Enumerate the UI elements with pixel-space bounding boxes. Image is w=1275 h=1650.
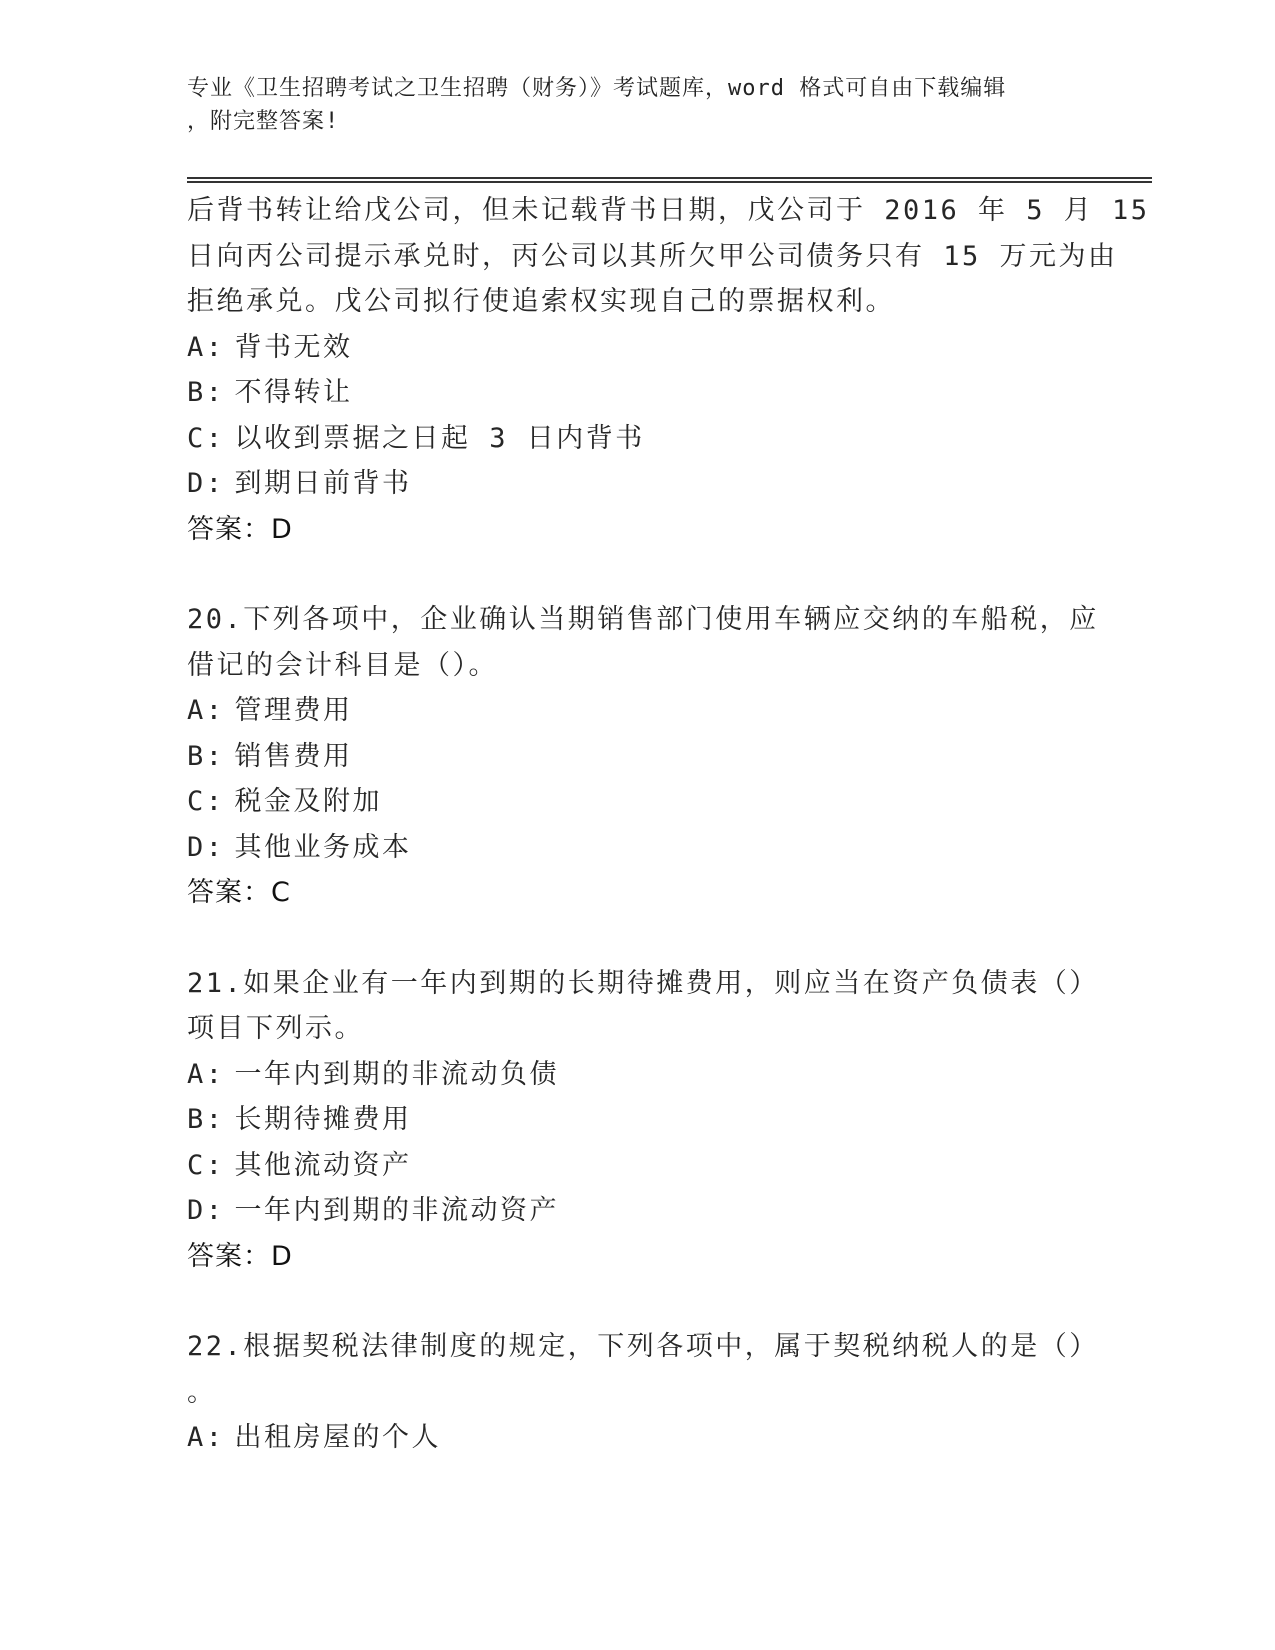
option-letter: B: — [187, 740, 225, 772]
option-text: 一年内到期的非流动资产 — [234, 1195, 560, 1226]
spacer — [187, 552, 1092, 597]
question-stem-line: 项目下列示。 — [187, 1013, 364, 1044]
option-text: 出租房屋的个人 — [234, 1422, 442, 1453]
option-letter: A: — [187, 331, 225, 363]
question-stem-line: 日向丙公司提示承兑时，丙公司以其所欠甲公司债务只有 15 万元为由 — [187, 240, 1118, 272]
option-letter: C: — [187, 422, 225, 454]
answer-line: 答案：C — [187, 877, 291, 908]
option-text: 管理费用 — [234, 695, 353, 726]
option-letter: B: — [187, 1104, 225, 1135]
option-b — [187, 370, 1092, 416]
spacer — [187, 916, 1092, 961]
option-a — [187, 1052, 1092, 1098]
option-text: 不得转让 — [234, 377, 353, 408]
option-d — [187, 1188, 1092, 1234]
answer-line: 答案：D — [187, 513, 293, 545]
question-22 — [187, 1324, 1099, 1461]
option-text: 税金及附加 — [234, 786, 383, 817]
option-text: 其他业务成本 — [234, 831, 412, 863]
option-d — [187, 461, 1092, 507]
spacer — [187, 1279, 1092, 1324]
question-stem-line: 借记的会计科目是（）。 — [187, 649, 498, 681]
option-letter: A: — [187, 695, 225, 726]
option-letter: C: — [187, 786, 225, 817]
option-c — [187, 416, 1092, 462]
option-c — [187, 1143, 1092, 1189]
option-letter: A: — [187, 1422, 225, 1453]
option-d — [187, 825, 1092, 871]
question-21 — [187, 961, 1099, 1280]
option-a — [187, 688, 1092, 734]
header-double-rule — [187, 177, 1152, 183]
option-letter: C: — [187, 1149, 225, 1181]
option-a — [187, 1415, 1092, 1461]
option-text: 销售费用 — [234, 740, 353, 772]
option-b — [187, 1097, 1092, 1143]
option-a — [187, 325, 1092, 371]
question-stem-line: 。 — [187, 1376, 217, 1408]
option-text: 以收到票据之日起 3 日内背书 — [234, 422, 645, 454]
header-line-2: ，附完整答案! — [187, 109, 340, 134]
option-letter: D: — [187, 468, 225, 499]
option-text: 背书无效 — [234, 331, 353, 363]
option-text: 长期待摊费用 — [234, 1104, 412, 1135]
option-letter: A: — [187, 1058, 225, 1090]
answer-line: 答案：D — [187, 1240, 293, 1272]
option-letter: B: — [187, 377, 225, 408]
question-20 — [187, 597, 1099, 916]
header-line-1: 专业《卫生招聘考试之卫生招聘（财务）》考试题库，word 格式可自由下载编辑 — [187, 76, 1007, 101]
question-stem-line: 22.根据契税法律制度的规定，下列各项中，属于契税纳税人的是（） — [187, 1331, 1099, 1362]
question-list — [187, 188, 1150, 1461]
question-stem-line: 20.下列各项中，企业确认当期销售部门使用车辆应交纳的车船税，应 — [187, 604, 1099, 635]
option-c — [187, 779, 1092, 825]
question-stem-line: 拒绝承兑。戊公司拟行使追索权实现自己的票据权利。 — [187, 286, 895, 317]
option-b — [187, 734, 1092, 780]
option-text: 到期日前背书 — [234, 468, 412, 499]
option-text: 一年内到期的非流动负债 — [234, 1058, 560, 1090]
question-19 — [187, 188, 1150, 552]
question-stem-line: 后背书转让给戊公司，但未记载背书日期，戊公司于 2016 年 5 月 15 — [187, 195, 1150, 226]
option-letter: D: — [187, 1195, 225, 1226]
document-header — [187, 72, 1067, 138]
question-stem-line: 21.如果企业有一年内到期的长期待摊费用，则应当在资产负债表（） — [187, 967, 1099, 999]
option-text: 其他流动资产 — [234, 1149, 412, 1181]
option-letter: D: — [187, 831, 225, 863]
